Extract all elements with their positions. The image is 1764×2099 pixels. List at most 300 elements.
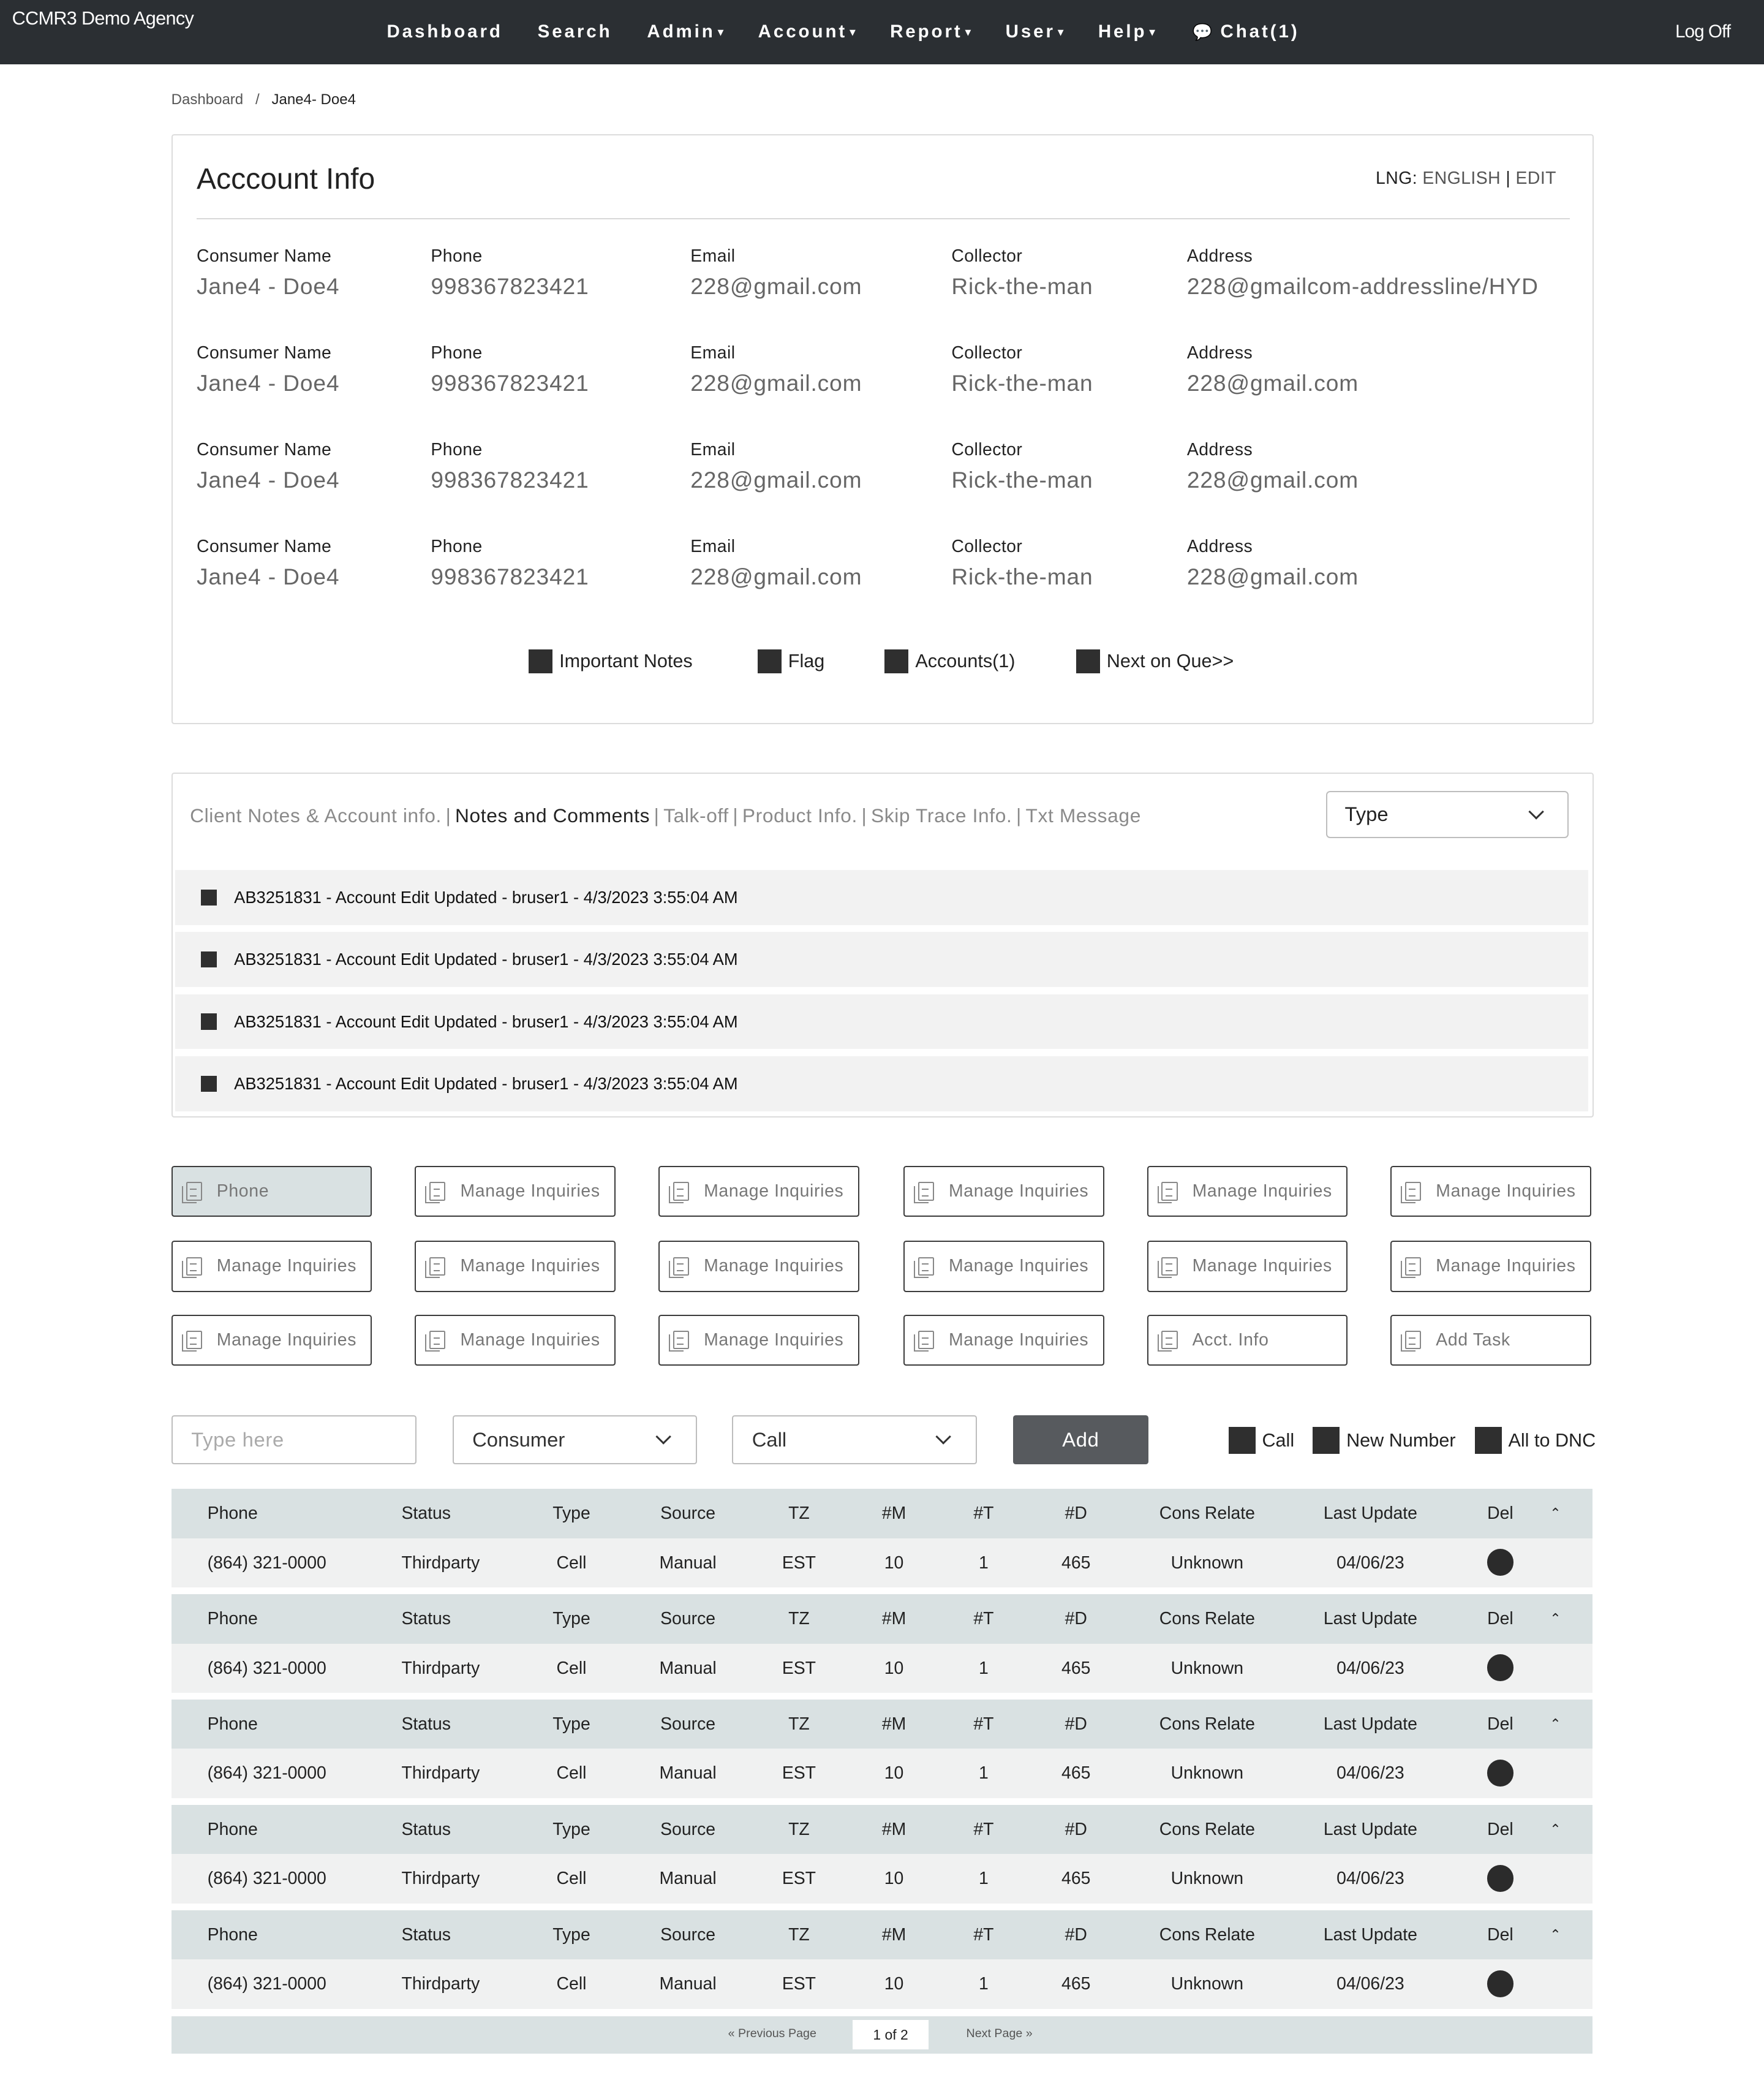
column-header: Del xyxy=(1487,1608,1513,1628)
field-value: 228@gmail.com xyxy=(1186,563,1359,589)
column-header: Last Update xyxy=(1323,1924,1417,1945)
caret-down-icon: ▾ xyxy=(1149,25,1155,38)
field-value: Jane4 - Doe4 xyxy=(197,273,340,299)
checkbox-label: Accounts(1) xyxy=(915,650,1016,671)
table-cell: 1 xyxy=(979,1974,989,1994)
field-value: 998367823421 xyxy=(431,369,589,396)
column-header: Type xyxy=(552,1819,590,1839)
button-label: Manage Inquiries xyxy=(460,1181,600,1201)
column-header: TZ xyxy=(788,1608,810,1628)
checkbox-square[interactable] xyxy=(1313,1427,1340,1454)
column-header: TZ xyxy=(788,1714,810,1734)
table-cell: 465 xyxy=(1061,1869,1091,1889)
table-cell: EST xyxy=(782,1553,816,1573)
column-header: #M xyxy=(881,1819,907,1839)
nav-item-search[interactable] xyxy=(520,21,630,42)
document-icon xyxy=(1161,1331,1177,1350)
column-header: #D xyxy=(1065,1503,1087,1523)
note-checkbox[interactable] xyxy=(201,951,217,967)
column-header: Last Update xyxy=(1323,1608,1417,1628)
field-value: 228@gmail.com xyxy=(690,563,862,589)
breadcrumb-dashboard[interactable]: Dashboard xyxy=(171,91,244,108)
column-header: Status xyxy=(401,1819,451,1839)
column-header: Del xyxy=(1487,1924,1513,1945)
field-address xyxy=(1187,537,1359,590)
next-page-label: Next Page xyxy=(966,2027,1023,2041)
page-indicator: 1 of 2 xyxy=(853,2020,929,2049)
column-header: #M xyxy=(881,1503,907,1523)
tab-separator: | xyxy=(861,804,867,826)
tab-separator: | xyxy=(445,804,451,826)
button-label: Manage Inquiries xyxy=(216,1256,357,1276)
field-value: 228@gmail.com xyxy=(690,273,862,299)
manage-inquiries-button[interactable] xyxy=(172,1315,372,1366)
manage-inquiries-button[interactable] xyxy=(415,1315,616,1366)
button-label: Manage Inquiries xyxy=(1192,1181,1332,1201)
field-label: Address xyxy=(1186,246,1253,266)
tab-4[interactable]: Skip Trace Info. xyxy=(870,804,1012,826)
account-row xyxy=(173,343,1593,418)
table-cell: 465 xyxy=(1061,1763,1091,1783)
notes-tabs xyxy=(190,804,1141,827)
column-header: #D xyxy=(1065,1714,1087,1734)
table-header xyxy=(172,1805,1593,1855)
column-header: Status xyxy=(401,1503,451,1523)
button-label: Add Task xyxy=(1436,1329,1510,1350)
field-email xyxy=(690,343,862,396)
field-label: Collector xyxy=(951,439,1023,460)
document-icon xyxy=(429,1331,445,1350)
tab-3[interactable]: Product Info. xyxy=(742,804,858,826)
caret-down-icon: ▾ xyxy=(1058,25,1064,38)
table-cell: (864) 321-0000 xyxy=(207,1553,326,1573)
table-cell: Manual xyxy=(659,1869,717,1889)
field-email xyxy=(690,537,862,590)
nav-item-dashboard[interactable] xyxy=(369,21,520,42)
manage-inquiries-button[interactable] xyxy=(1147,1241,1348,1292)
checkbox-label: Next on Que>> xyxy=(1106,650,1234,671)
table-cell: 04/06/23 xyxy=(1336,1763,1404,1783)
delete-button[interactable] xyxy=(1487,1760,1514,1787)
column-header: Source xyxy=(660,1608,716,1628)
table-cell: 10 xyxy=(884,1869,904,1889)
nav-menu xyxy=(369,0,1317,64)
table-header xyxy=(172,1489,1593,1538)
checkbox-square[interactable] xyxy=(1076,649,1100,673)
button-label: Phone xyxy=(216,1181,270,1201)
table-row xyxy=(172,1644,1593,1693)
button-label: Manage Inquiries xyxy=(704,1329,844,1350)
table-cell: (864) 321-0000 xyxy=(207,1974,326,1994)
table-header xyxy=(172,1700,1593,1749)
document-icon xyxy=(673,1257,689,1276)
field-label: Consumer Name xyxy=(197,439,332,460)
caret-down-icon: ▾ xyxy=(965,25,971,38)
delete-button[interactable] xyxy=(1487,1865,1514,1892)
document-icon xyxy=(673,1182,689,1201)
nav-item-label: Admin xyxy=(647,21,715,42)
table-cell: Manual xyxy=(659,1974,717,1994)
document-icon xyxy=(429,1257,445,1276)
previous-page-link[interactable]: « Previous Page xyxy=(728,2027,816,2041)
column-header: Phone xyxy=(207,1924,258,1945)
checkbox-square[interactable] xyxy=(1229,1427,1256,1454)
document-icon xyxy=(918,1182,934,1201)
flag-checkbox[interactable] xyxy=(758,648,825,675)
column-header: Type xyxy=(552,1924,590,1945)
column-header: Del xyxy=(1487,1503,1513,1523)
button-label: Manage Inquiries xyxy=(704,1256,844,1276)
manage-inquiries-button[interactable] xyxy=(903,1166,1104,1217)
divider xyxy=(197,218,1570,219)
field-value: 998367823421 xyxy=(431,563,589,589)
checkbox-square[interactable] xyxy=(884,649,908,673)
note-text: AB3251831 - Account Edit Updated - bruser1 - 4/3/2023 3:55:04 AM xyxy=(234,887,738,907)
column-header: Type xyxy=(552,1714,590,1734)
add-task-button[interactable] xyxy=(1390,1315,1591,1366)
column-header: Cons Relate xyxy=(1159,1503,1255,1523)
column-header: Last Update xyxy=(1323,1819,1417,1839)
document-icon xyxy=(1161,1257,1177,1276)
nav-item-label: Account xyxy=(758,21,848,42)
field-value: 998367823421 xyxy=(431,273,589,299)
note-item xyxy=(175,870,1588,925)
accounts-checkbox[interactable] xyxy=(884,648,1015,675)
table-cell: 04/06/23 xyxy=(1336,1869,1404,1889)
tab-separator: | xyxy=(733,804,739,826)
column-header: Status xyxy=(401,1608,451,1628)
checkbox-label: Important Notes xyxy=(559,650,693,671)
checkbox-label: New Number xyxy=(1346,1429,1456,1451)
field-collector xyxy=(951,246,1093,300)
table-cell: 1 xyxy=(979,1763,989,1783)
top-nav xyxy=(0,0,1764,64)
field-label: Email xyxy=(690,536,736,556)
nav-item-label: Chat(1) xyxy=(1220,21,1300,42)
table-row xyxy=(172,1854,1593,1904)
field-value: Jane4 - Doe4 xyxy=(197,466,340,493)
button-label: Manage Inquiries xyxy=(1192,1256,1332,1276)
table-cell: Thirdparty xyxy=(401,1974,480,1994)
document-icon xyxy=(1405,1331,1421,1350)
table-cell: 10 xyxy=(884,1553,904,1573)
field-email xyxy=(690,246,862,300)
column-header: Type xyxy=(552,1503,590,1523)
field-value: 228@gmail.com xyxy=(1186,369,1359,396)
delete-button[interactable] xyxy=(1487,1549,1514,1576)
column-header: Phone xyxy=(207,1608,258,1628)
field-label: Email xyxy=(690,246,736,266)
tab-1[interactable]: Notes and Comments xyxy=(455,804,650,826)
edit-link[interactable]: EDIT xyxy=(1515,168,1556,189)
collapse-icon[interactable]: ⌃ xyxy=(1550,1926,1561,1942)
column-header: TZ xyxy=(788,1819,810,1839)
acct-info-button[interactable] xyxy=(1147,1315,1348,1366)
nav-item-label: Dashboard xyxy=(386,21,503,42)
account-row xyxy=(173,537,1593,611)
tab-separator: | xyxy=(1016,804,1022,826)
nav-item-admin[interactable] xyxy=(630,21,741,42)
field-value: Jane4 - Doe4 xyxy=(197,369,340,396)
breadcrumb-current: Jane4- Doe4 xyxy=(271,91,356,108)
field-label: Address xyxy=(1186,342,1253,363)
field-name xyxy=(197,537,339,590)
action-select-value: Call xyxy=(752,1428,787,1451)
nav-item-chat[interactable] xyxy=(1175,21,1317,42)
column-header: TZ xyxy=(788,1503,810,1523)
table-cell: Cell xyxy=(556,1553,587,1573)
field-value: 228@gmail.com xyxy=(1186,466,1359,493)
column-header: #T xyxy=(973,1714,994,1734)
call-checkbox[interactable] xyxy=(1229,1427,1294,1454)
table-cell: Thirdparty xyxy=(401,1763,480,1783)
collapse-icon[interactable]: ⌃ xyxy=(1550,1821,1561,1837)
checkbox-label: All to DNC xyxy=(1508,1429,1596,1451)
column-header: Phone xyxy=(207,1714,258,1734)
document-icon xyxy=(186,1257,202,1276)
account-row xyxy=(173,440,1593,515)
field-label: Collector xyxy=(951,536,1023,556)
field-label: Consumer Name xyxy=(197,536,332,556)
field-label: Phone xyxy=(431,342,483,363)
field-label: Collector xyxy=(951,342,1023,363)
chat-icon: 💬 xyxy=(1192,22,1213,41)
button-label: Manage Inquiries xyxy=(460,1256,600,1276)
chevron-down-icon xyxy=(656,1429,672,1445)
note-checkbox[interactable] xyxy=(201,1076,217,1092)
field-phone xyxy=(431,440,589,493)
tab-2[interactable]: Talk-off xyxy=(663,804,729,826)
table-cell: EST xyxy=(782,1658,816,1678)
brand-name: CCMR3 Demo Agency xyxy=(12,8,194,29)
column-header: Type xyxy=(552,1608,590,1628)
column-header: Cons Relate xyxy=(1159,1924,1255,1945)
collapse-icon[interactable]: ⌃ xyxy=(1550,1505,1561,1521)
language-label: LNG: xyxy=(1376,168,1418,189)
button-label: Manage Inquiries xyxy=(1436,1181,1576,1201)
checkbox-label: Call xyxy=(1262,1429,1295,1451)
column-header: #D xyxy=(1065,1608,1087,1628)
manage-inquiries-button[interactable] xyxy=(415,1166,616,1217)
column-header: Status xyxy=(401,1714,451,1734)
field-label: Collector xyxy=(951,246,1023,266)
nav-item-label: Help xyxy=(1098,21,1147,42)
table-cell: 04/06/23 xyxy=(1336,1553,1404,1573)
collapse-icon[interactable]: ⌃ xyxy=(1550,1715,1561,1731)
phone-button[interactable] xyxy=(172,1166,372,1217)
manage-inquiries-button[interactable] xyxy=(1390,1166,1591,1217)
nav-item-help[interactable] xyxy=(1080,21,1172,42)
column-header: Source xyxy=(660,1924,716,1945)
phone-input[interactable]: Type here xyxy=(172,1415,417,1465)
new-number-checkbox[interactable] xyxy=(1313,1427,1455,1454)
manage-inquiries-button[interactable] xyxy=(658,1241,859,1292)
note-item xyxy=(175,994,1588,1050)
table-cell: Thirdparty xyxy=(401,1553,480,1573)
column-header: #T xyxy=(973,1503,994,1523)
field-value: Jane4 - Doe4 xyxy=(197,563,340,589)
button-label: Manage Inquiries xyxy=(704,1181,844,1201)
field-value: 228@gmail.com xyxy=(690,369,862,396)
column-header: #T xyxy=(973,1608,994,1628)
relation-select-value: Consumer xyxy=(472,1428,565,1451)
field-label: Email xyxy=(690,342,736,363)
nav-item-account[interactable] xyxy=(741,21,872,42)
note-checkbox[interactable] xyxy=(201,890,217,906)
field-value: 228@gmail.com xyxy=(690,466,862,493)
table-cell: Manual xyxy=(659,1658,717,1678)
table-cell: Unknown xyxy=(1170,1553,1244,1573)
next-on-que-checkbox[interactable] xyxy=(1076,648,1234,675)
phone-table xyxy=(172,1489,1593,2054)
checkbox-square[interactable] xyxy=(1475,1427,1502,1454)
caret-down-icon: ▾ xyxy=(850,25,856,38)
document-icon xyxy=(186,1182,202,1201)
field-address xyxy=(1187,440,1359,493)
type-select[interactable] xyxy=(1326,791,1568,838)
table-cell: 1 xyxy=(979,1658,989,1678)
column-header: #D xyxy=(1065,1924,1087,1945)
button-label: Manage Inquiries xyxy=(948,1256,1089,1276)
column-header: Last Update xyxy=(1323,1714,1417,1734)
table-row xyxy=(172,1538,1593,1588)
previous-page-label: Previous Page xyxy=(738,2027,816,2041)
language-bar xyxy=(1376,168,1556,189)
manage-inquiries-button[interactable] xyxy=(658,1315,859,1366)
next-page-link[interactable]: Next Page » xyxy=(966,2027,1033,2041)
nav-item-report[interactable] xyxy=(873,21,989,42)
all-to-dnc-checkbox[interactable] xyxy=(1475,1427,1596,1454)
note-checkbox[interactable] xyxy=(201,1013,217,1029)
button-label: Acct. Info xyxy=(1192,1329,1269,1350)
note-item xyxy=(175,1056,1588,1111)
column-header: Status xyxy=(401,1924,451,1945)
delete-button[interactable] xyxy=(1487,1970,1514,1997)
nav-item-label: User xyxy=(1005,21,1055,42)
delete-button[interactable] xyxy=(1487,1654,1514,1681)
table-cell: (864) 321-0000 xyxy=(207,1658,326,1678)
action-select[interactable] xyxy=(732,1415,977,1465)
table-cell: Thirdparty xyxy=(401,1658,480,1678)
field-label: Phone xyxy=(431,246,483,266)
table-cell: EST xyxy=(782,1763,816,1783)
column-header: #M xyxy=(881,1714,907,1734)
manage-inquiries-button[interactable] xyxy=(903,1241,1104,1292)
column-header: Source xyxy=(660,1503,716,1523)
table-cell: 465 xyxy=(1061,1658,1091,1678)
column-header: Cons Relate xyxy=(1159,1608,1255,1628)
manage-inquiries-button[interactable] xyxy=(1390,1241,1591,1292)
field-name xyxy=(197,246,339,300)
table-cell: 04/06/23 xyxy=(1336,1974,1404,1994)
table-row xyxy=(172,1749,1593,1798)
checkbox-square[interactable] xyxy=(529,649,552,673)
column-header: Cons Relate xyxy=(1159,1819,1255,1839)
table-cell: Unknown xyxy=(1170,1869,1244,1889)
field-label: Consumer Name xyxy=(197,342,332,363)
field-email xyxy=(690,440,862,493)
language-separator: | xyxy=(1506,168,1511,189)
checkbox-square[interactable] xyxy=(758,649,782,673)
tab-0[interactable]: Client Notes & Account info. xyxy=(190,804,442,826)
manage-inquiries-button[interactable] xyxy=(1147,1166,1348,1217)
field-value: Rick-the-man xyxy=(951,369,1093,396)
table-cell: Unknown xyxy=(1170,1658,1244,1678)
field-address xyxy=(1187,343,1359,396)
add-button[interactable]: Add xyxy=(1013,1415,1148,1465)
checkbox-label: Flag xyxy=(788,650,825,671)
field-value: Rick-the-man xyxy=(951,563,1093,589)
nav-item-user[interactable] xyxy=(988,21,1080,42)
field-value: 228@gmailcom-addressline/HYD xyxy=(1186,273,1539,299)
table-cell: Thirdparty xyxy=(401,1869,480,1889)
column-header: Source xyxy=(660,1714,716,1734)
collapse-icon[interactable]: ⌃ xyxy=(1550,1610,1561,1626)
column-header: Del xyxy=(1487,1819,1513,1839)
column-header: Phone xyxy=(207,1503,258,1523)
table-cell: 1 xyxy=(979,1869,989,1889)
table-cell: Manual xyxy=(659,1763,717,1783)
table-cell: Cell xyxy=(556,1974,587,1994)
manage-inquiries-button[interactable] xyxy=(415,1241,616,1292)
button-label: Manage Inquiries xyxy=(948,1329,1089,1350)
tab-separator: | xyxy=(654,804,660,826)
account-row xyxy=(173,246,1593,321)
button-label: Manage Inquiries xyxy=(1436,1256,1576,1276)
manage-inquiries-button[interactable] xyxy=(903,1315,1104,1366)
table-cell: Cell xyxy=(556,1869,587,1889)
table-cell: (864) 321-0000 xyxy=(207,1763,326,1783)
important-notes-checkbox[interactable] xyxy=(529,648,693,675)
field-phone xyxy=(431,343,589,396)
relation-select[interactable] xyxy=(453,1415,698,1465)
breadcrumb-separator: / xyxy=(255,91,260,108)
note-text: AB3251831 - Account Edit Updated - bruser1 - 4/3/2023 3:55:04 AM xyxy=(234,1073,738,1093)
column-header: #D xyxy=(1065,1819,1087,1839)
document-icon xyxy=(1161,1182,1177,1201)
table-cell: 1 xyxy=(979,1553,989,1573)
column-header: #T xyxy=(973,1819,994,1839)
field-label: Consumer Name xyxy=(197,246,332,266)
document-icon xyxy=(186,1331,202,1350)
table-cell: 465 xyxy=(1061,1553,1091,1573)
table-row xyxy=(172,1959,1593,2009)
table-header xyxy=(172,1594,1593,1644)
field-collector xyxy=(951,343,1093,396)
table-header xyxy=(172,1910,1593,1960)
table-cell: Unknown xyxy=(1170,1974,1244,1994)
column-header: Del xyxy=(1487,1714,1513,1734)
language-value[interactable]: ENGLISH xyxy=(1422,168,1501,189)
table-cell: Manual xyxy=(659,1553,717,1573)
nav-item-label: Report xyxy=(890,21,963,42)
document-icon xyxy=(918,1331,934,1350)
note-text: AB3251831 - Account Edit Updated - bruser1 - 4/3/2023 3:55:04 AM xyxy=(234,1012,738,1031)
account-info-card xyxy=(172,134,1594,724)
manage-inquiries-button[interactable] xyxy=(658,1166,859,1217)
table-cell: EST xyxy=(782,1869,816,1889)
manage-inquiries-button[interactable] xyxy=(172,1241,372,1292)
document-icon xyxy=(1405,1182,1421,1201)
field-value: Rick-the-man xyxy=(951,273,1093,299)
tab-5[interactable]: Txt Message xyxy=(1025,804,1141,826)
document-icon xyxy=(1405,1257,1421,1276)
field-collector xyxy=(951,537,1093,590)
type-select-value: Type xyxy=(1344,803,1389,826)
logoff-link[interactable]: Log Off xyxy=(1675,21,1731,42)
button-label: Manage Inquiries xyxy=(948,1181,1089,1201)
field-label: Email xyxy=(690,439,736,460)
